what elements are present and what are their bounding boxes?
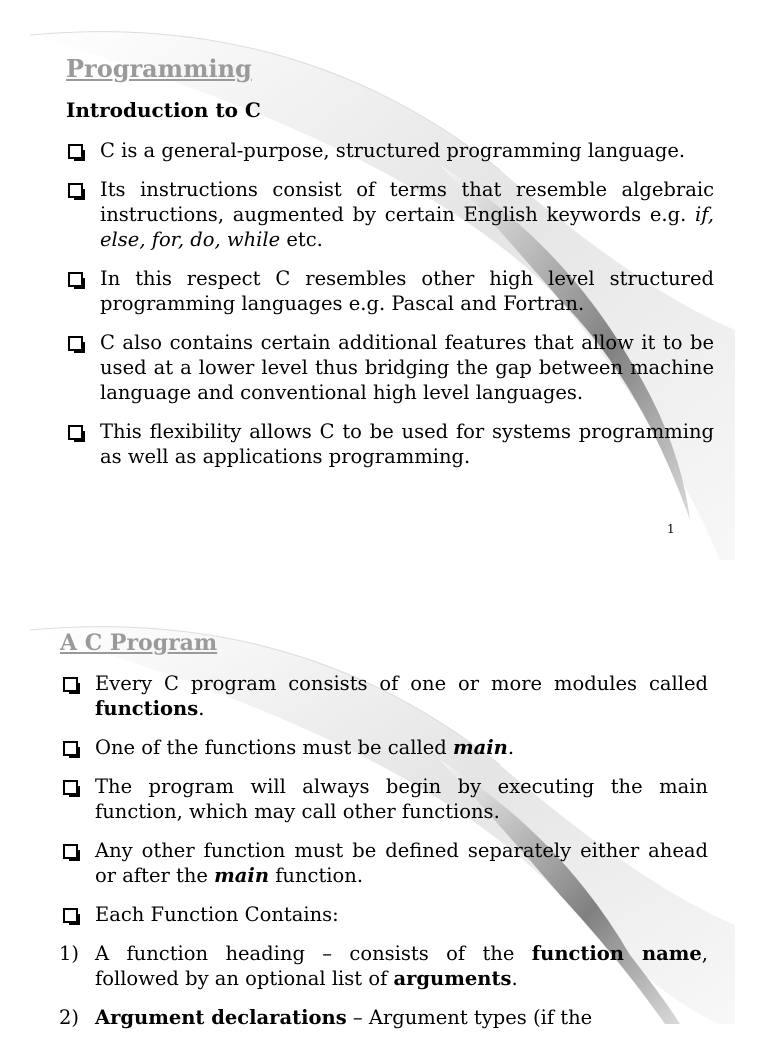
list-item: Any other function must be defined separately either ahead or after the main function. — [95, 838, 708, 888]
list-item: One of the functions must be called main. — [95, 735, 708, 760]
list-item: The program will always begin by executing the main function, which may call other functions. — [95, 774, 708, 824]
page-number: 1 — [667, 522, 675, 536]
checkbox-bullet-icon — [63, 677, 78, 692]
keyword-list: if, else, for, do, while — [100, 203, 714, 251]
slide-2 — [0, 620, 768, 1029]
bullet-list — [59, 671, 708, 1044]
list-item: Every C program consists of one or more modules called functions. — [95, 671, 708, 721]
checkbox-bullet-icon — [68, 144, 83, 159]
slide-subtitle: Introduction to C — [66, 98, 261, 122]
list-item: Each Function Contains: — [95, 902, 708, 927]
list-item: This flexibility allows C to be used for systems programming as well as applications programming. — [100, 419, 714, 469]
bullet-list — [100, 138, 714, 483]
checkbox-bullet-icon — [68, 336, 83, 351]
list-item: In this respect C resembles other high level structured programming languages e.g. Pascal and Fortran. — [100, 266, 714, 316]
list-item: C also contains certain additional features that allow it to be used at a lower level thus bridging the gap between machine language and conventional high level languages. — [100, 330, 714, 405]
slide-title: A C Program — [60, 630, 218, 656]
checkbox-bullet-icon — [63, 741, 78, 756]
checkbox-bullet-icon — [63, 780, 78, 795]
numbered-item: 2) Argument declarations – Argument types (if the — [59, 1006, 593, 1029]
checkbox-bullet-icon — [63, 844, 78, 859]
list-item: C is a general-purpose, structured programming language. — [100, 138, 714, 163]
slide-title: Programming — [66, 54, 252, 83]
list-item: Its instructions consist of terms that resemble algebraic instructions, augmented by certain English keywords e.g. if, else, for, do, while etc. — [100, 177, 714, 252]
item-number: 1) — [59, 942, 80, 965]
item-number: 2) — [59, 1006, 80, 1029]
numbered-item: 1) A function heading – consists of the function name, followed by an optional list of arguments. — [59, 942, 708, 990]
checkbox-bullet-icon — [68, 272, 83, 287]
checkbox-bullet-icon — [63, 908, 78, 923]
checkbox-bullet-icon — [68, 425, 83, 440]
checkbox-bullet-icon — [68, 183, 83, 198]
